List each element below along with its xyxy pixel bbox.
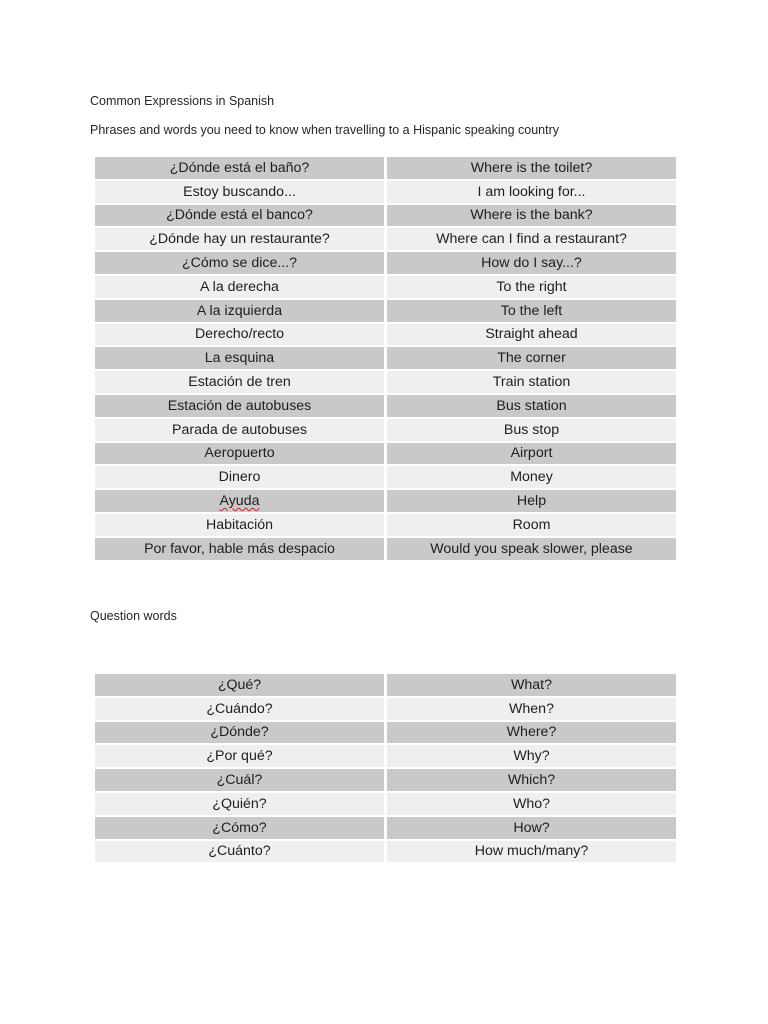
spanish-text: ¿Cuándo?: [206, 700, 273, 717]
spanish-cell: [95, 674, 384, 696]
english-text: Who?: [512, 795, 551, 812]
spanish-cell: [95, 745, 384, 767]
english-cell: [387, 698, 676, 720]
english-text: Bus station: [496, 397, 567, 414]
english-cell: [387, 490, 676, 512]
english-cell: [387, 769, 676, 791]
expression-row: [95, 157, 676, 181]
english-text: Help: [516, 493, 547, 510]
spanish-text: A la derecha: [200, 278, 279, 295]
question-word-row: [95, 817, 676, 841]
english-cell: [387, 817, 676, 839]
spanish-cell: [95, 181, 384, 203]
spanish-cell: [95, 347, 384, 369]
english-cell: [387, 745, 676, 767]
english-cell: [387, 276, 676, 298]
spanish-cell: [95, 419, 384, 441]
question-word-row: [95, 769, 676, 793]
english-text: Airport: [510, 445, 553, 462]
spanish-text: A la izquierda: [196, 302, 283, 319]
expression-row: [95, 181, 676, 205]
spanish-text: Dinero: [218, 469, 261, 486]
spanish-text: ¿Dónde está el baño?: [169, 159, 310, 176]
spanish-text: ¿Cuál?: [216, 772, 263, 789]
spanish-cell: [95, 698, 384, 720]
spanish-text: ¿Qué?: [217, 676, 262, 693]
english-cell: [387, 157, 676, 179]
english-text: Where is the bank?: [470, 207, 593, 224]
english-cell: [387, 300, 676, 322]
spanish-cell: [95, 157, 384, 179]
spanish-text: Estación de autobuses: [167, 397, 312, 414]
spanish-cell: [95, 722, 384, 744]
spanish-text: ¿Cómo se dice...?: [181, 255, 298, 272]
english-text: I am looking for...: [477, 183, 586, 200]
document-subtitle: Phrases and words you need to know when travelling to a Hispanic speaking country: [90, 123, 560, 137]
spanish-text: Por favor, hable más despacio: [144, 540, 335, 557]
spanish-cell: [95, 205, 384, 227]
english-text: Room: [512, 516, 551, 533]
spanish-cell: [95, 252, 384, 274]
english-cell: [387, 514, 676, 536]
english-text: Where?: [506, 724, 557, 741]
english-text: How do I say...?: [481, 255, 582, 272]
expressions-table: [95, 157, 676, 562]
question-word-row: [95, 698, 676, 722]
spanish-text: Aeropuerto: [204, 445, 275, 462]
expression-row: [95, 443, 676, 467]
spanish-cell: [95, 228, 384, 250]
spanish-text: Ayuda: [219, 493, 260, 510]
spanish-cell: [95, 514, 384, 536]
question-word-row: [95, 674, 676, 698]
spanish-cell: [95, 793, 384, 815]
english-cell: [387, 674, 676, 696]
english-cell: [387, 722, 676, 744]
spanish-text: ¿Cómo?: [212, 819, 267, 836]
english-text: When?: [509, 700, 554, 717]
english-cell: [387, 538, 676, 560]
spanish-text: ¿Dónde hay un restaurante?: [149, 231, 330, 248]
english-text: To the right: [496, 278, 567, 295]
english-text: Where is the toilet?: [470, 159, 593, 176]
english-text: How much/many?: [474, 843, 589, 860]
expression-row: [95, 276, 676, 300]
spanish-cell: [95, 490, 384, 512]
spanish-cell: [95, 371, 384, 393]
english-cell: [387, 443, 676, 465]
english-cell: [387, 228, 676, 250]
question-word-row: [95, 722, 676, 746]
spanish-text: La esquina: [204, 350, 275, 367]
expression-row: [95, 252, 676, 276]
spanish-cell: [95, 769, 384, 791]
expression-row: [95, 228, 676, 252]
spanish-text: ¿Cuánto?: [208, 843, 271, 860]
expression-row: [95, 371, 676, 395]
question-word-row: [95, 745, 676, 769]
english-text: Money: [510, 469, 553, 486]
spanish-text: Estoy buscando...: [183, 183, 296, 200]
expression-row: [95, 419, 676, 443]
english-text: Bus stop: [503, 421, 560, 438]
english-cell: [387, 205, 676, 227]
expression-row: [95, 538, 676, 562]
english-cell: [387, 395, 676, 417]
expression-row: [95, 466, 676, 490]
english-text: Where can I find a restaurant?: [436, 231, 627, 248]
english-cell: [387, 466, 676, 488]
english-text: Would you speak slower, please: [430, 540, 633, 557]
spanish-text: ¿Por qué?: [206, 748, 273, 765]
spanish-text: Habitación: [205, 516, 274, 533]
expression-row: [95, 395, 676, 419]
english-text: Why?: [513, 748, 550, 765]
expression-row: [95, 347, 676, 371]
spanish-text: Derecho/recto: [194, 326, 285, 343]
english-cell: [387, 841, 676, 863]
question-words-heading: Question words: [90, 609, 177, 623]
spanish-cell: [95, 300, 384, 322]
spanish-cell: [95, 817, 384, 839]
english-cell: [387, 181, 676, 203]
spanish-text: ¿Dónde?: [210, 724, 269, 741]
question-word-row: [95, 841, 676, 865]
spanish-cell: [95, 395, 384, 417]
english-text: Train station: [492, 374, 571, 391]
english-text: The corner: [497, 350, 566, 367]
expression-row: [95, 324, 676, 348]
english-cell: [387, 324, 676, 346]
english-text: Which?: [507, 772, 556, 789]
question-words-table: [95, 674, 676, 864]
english-text: Straight ahead: [485, 326, 578, 343]
spanish-cell: [95, 466, 384, 488]
expression-row: [95, 205, 676, 229]
spanish-cell: [95, 443, 384, 465]
expression-row: [95, 490, 676, 514]
document-title: Common Expressions in Spanish: [90, 94, 275, 108]
english-cell: [387, 371, 676, 393]
spanish-cell: [95, 841, 384, 863]
spanish-text: ¿Dónde está el banco?: [166, 207, 313, 224]
spanish-cell: [95, 324, 384, 346]
spanish-cell: [95, 538, 384, 560]
english-cell: [387, 347, 676, 369]
expression-row: [95, 300, 676, 324]
expression-row: [95, 514, 676, 538]
spanish-text: Estación de tren: [188, 374, 291, 391]
english-cell: [387, 419, 676, 441]
english-text: How?: [513, 819, 550, 836]
question-word-row: [95, 793, 676, 817]
spanish-text: ¿Quién?: [212, 795, 267, 812]
english-text: What?: [510, 676, 552, 693]
english-cell: [387, 793, 676, 815]
spanish-cell: [95, 276, 384, 298]
spanish-text: Parada de autobuses: [172, 421, 307, 438]
english-text: To the left: [500, 302, 563, 319]
english-cell: [387, 252, 676, 274]
